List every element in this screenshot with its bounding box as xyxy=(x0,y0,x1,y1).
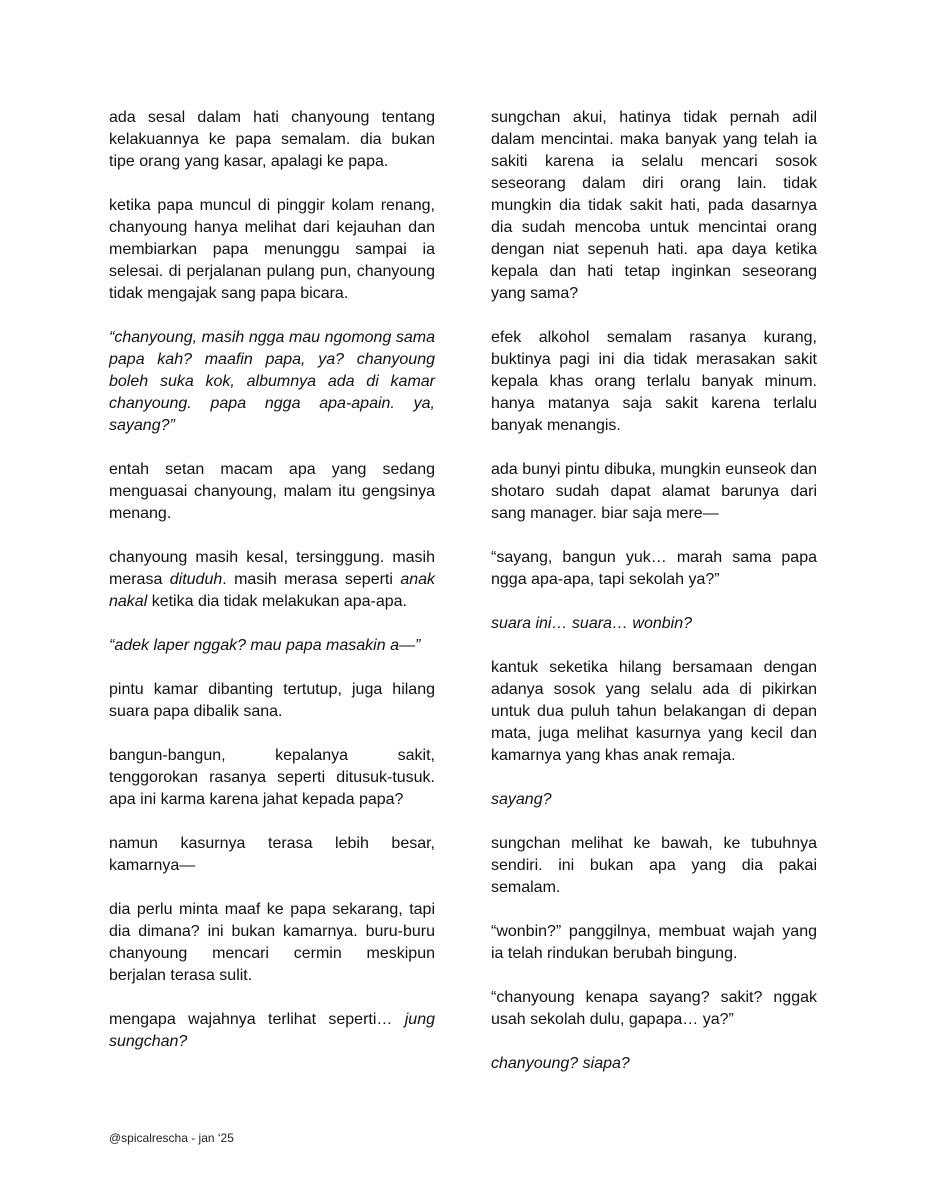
paragraph-text: bangun-bangun, kepalanya sakit, tenggorokan rasanya seperti ditusuk-tusuk. apa ini karma karena jahat kepada papa? xyxy=(109,747,435,808)
paragraph-text: suara ini… suara… wonbin? xyxy=(491,615,692,632)
story-paragraph xyxy=(109,327,435,437)
paragraph-text: sungchan melihat ke bawah, ke tubuhnya sendiri. ini bukan apa yang dia pakai semalam. xyxy=(491,835,817,896)
paragraph-text: chanyoung masih kesal, tersinggung. masih merasa xyxy=(109,549,435,588)
story-paragraph xyxy=(491,613,817,635)
paragraph-text: “chanyoung, masih ngga mau ngomong sama papa kah? maafin papa, ya? chanyoung boleh suka kok, albumnya ada di kamar chanyoung. papa ngga apa-apain. ya, sayang?” xyxy=(109,329,435,434)
paragraph-text: efek alkohol semalam rasanya kurang, buktinya pagi ini dia tidak merasakan sakit kepala khas orang terlalu banyak minum. hanya matanya saja sakit karena terlalu banyak menangis. xyxy=(491,329,817,434)
story-paragraph xyxy=(109,745,435,811)
story-paragraph xyxy=(491,459,817,525)
story-paragraph xyxy=(109,547,435,613)
paragraph-text: sayang? xyxy=(491,791,552,808)
paragraph-text: mengapa wajahnya terlihat seperti… xyxy=(109,1011,405,1028)
story-paragraph xyxy=(491,921,817,965)
paragraph-text: “adek laper nggak? mau papa masakin a—” xyxy=(109,637,421,654)
story-paragraph xyxy=(491,1053,817,1075)
emphasis-text: jung sungchan? xyxy=(109,1011,435,1050)
paragraph-text: ketika papa muncul di pinggir kolam renang, chanyoung hanya melihat dari kejauhan dan membiarkan papa menunggu sampai ia selesai. di perjalanan pulang pun, chanyoung tidak mengajak sang papa bicara. xyxy=(109,197,435,302)
story-paragraph xyxy=(491,657,817,767)
emphasis-text: dituduh xyxy=(169,571,223,588)
left-text-column xyxy=(109,107,435,1075)
story-paragraph xyxy=(109,635,435,657)
paragraph-text: ada sesal dalam hati chanyoung tentang kelakuannya ke papa semalam. dia bukan tipe orang yang kasar, apalagi ke papa. xyxy=(109,109,435,170)
paragraph-text: ada bunyi pintu dibuka, mungkin eunseok dan shotaro sudah dapat alamat barunya dari sang manager. biar saja mere— xyxy=(491,461,817,522)
paragraph-text: “sayang, bangun yuk… marah sama papa ngga apa-apa, tapi sekolah ya?” xyxy=(491,549,817,588)
story-paragraph xyxy=(491,107,817,305)
story-paragraph xyxy=(109,1009,435,1053)
story-paragraph xyxy=(109,107,435,173)
story-paragraph xyxy=(109,195,435,305)
paragraph-text: entah setan macam apa yang sedang menguasai chanyoung, malam itu gengsinya menang. xyxy=(109,461,435,522)
emphasis-text: anak nakal xyxy=(109,571,436,610)
story-paragraph xyxy=(491,789,817,811)
paragraph-text: chanyoung? siapa? xyxy=(491,1055,630,1072)
story-paragraph xyxy=(109,679,435,723)
story-paragraph xyxy=(109,459,435,525)
footer-credit: @spicalrescha - jan ‘25 xyxy=(109,1131,234,1145)
paragraph-text: sungchan akui, hatinya tidak pernah adil dalam mencintai. maka banyak yang telah ia sakiti karena ia selalu mencari sosok seseorang dalam diri orang lain. tidak mungkin dia tidak sakit hati, pada dasarnya dia sudah mencoba untuk mencintai orang dengan niat sepenuh hati. apa daya ketika kepala dan hati tetap inginkan seseorang yang sama? xyxy=(491,109,817,302)
paragraph-text: dia perlu minta maaf ke papa sekarang, tapi dia dimana? ini bukan kamarnya. buru-buru chanyoung mencari cermin meskipun berjalan terasa sulit. xyxy=(109,901,435,984)
paragraph-text: ketika dia tidak melakukan apa-apa. xyxy=(147,593,407,610)
paragraph-text: . masih merasa seperti xyxy=(222,571,401,588)
story-paragraph xyxy=(491,987,817,1031)
story-paragraph xyxy=(109,899,435,987)
story-paragraph xyxy=(109,833,435,877)
paragraph-text: “wonbin?” panggilnya, membuat wajah yang ia telah rindukan berubah bingung. xyxy=(491,923,817,962)
paragraph-text: pintu kamar dibanting tertutup, juga hilang suara papa dibalik sana. xyxy=(109,681,435,720)
right-text-column xyxy=(491,107,817,1097)
paragraph-text: kantuk seketika hilang bersamaan dengan adanya sosok yang selalu ada di pikirkan untuk dua puluh tahun belakangan di depan mata, juga melihat kasurnya yang kecil dan kamarnya yang khas anak remaja. xyxy=(491,659,817,764)
story-paragraph xyxy=(491,833,817,899)
story-paragraph xyxy=(491,547,817,591)
story-paragraph xyxy=(491,327,817,437)
paragraph-text: namun kasurnya terasa lebih besar, kamarnya— xyxy=(109,835,435,874)
paragraph-text: “chanyoung kenapa sayang? sakit? nggak usah sekolah dulu, gapapa… ya?” xyxy=(491,989,817,1028)
